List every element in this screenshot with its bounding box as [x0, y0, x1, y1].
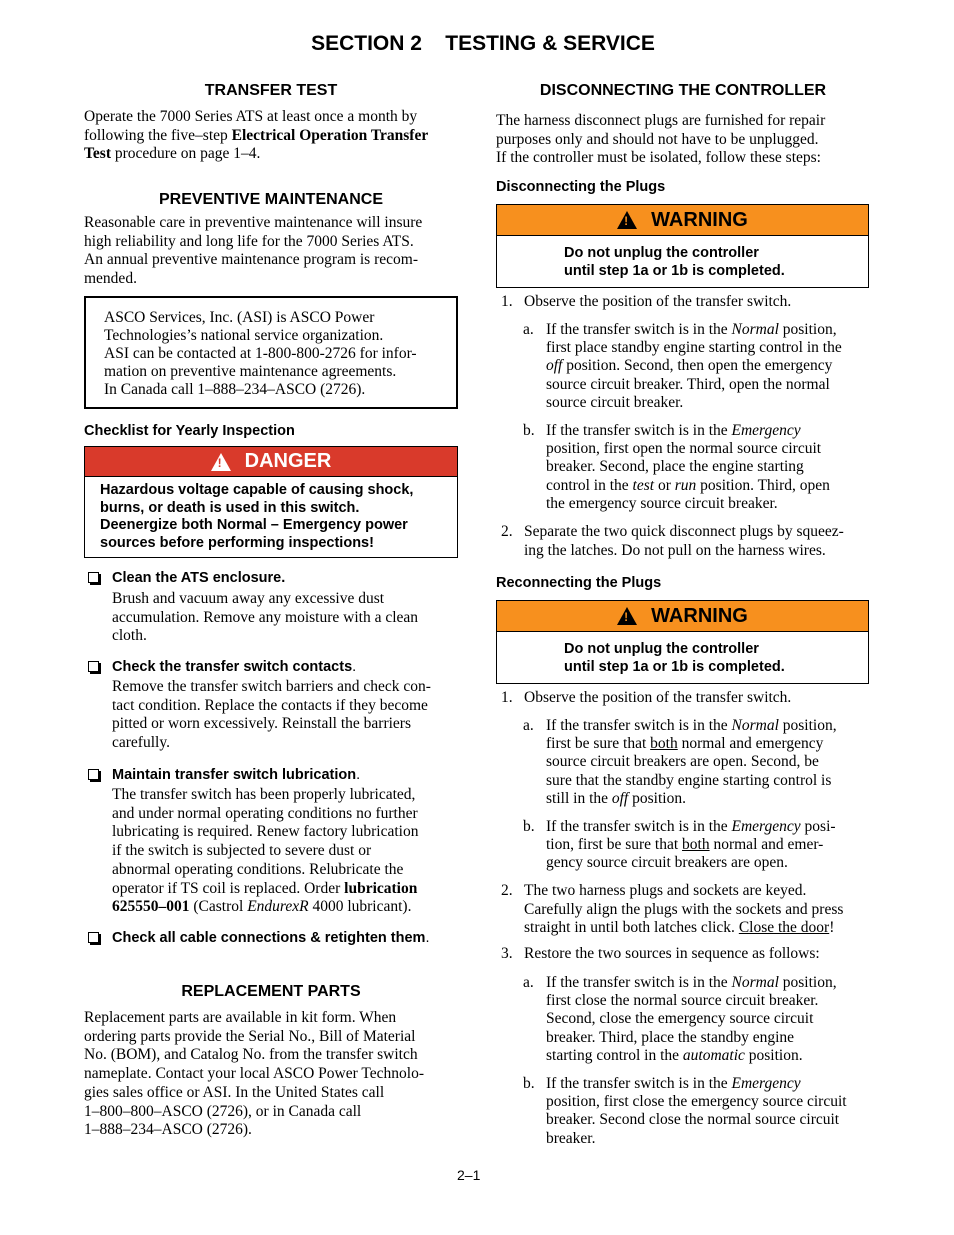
heading-disconnecting-controller: DISCONNECTING THE CONTROLLER: [539, 82, 827, 99]
step-letter: b.: [523, 818, 535, 835]
checkbox-icon: [88, 769, 99, 780]
step-number: 3.: [501, 945, 513, 962]
checkbox-icon: [88, 661, 99, 672]
step-text: Separate the two quick disconnect plugs by squeez- ing the latches. Do not pull on the harness wires.: [524, 523, 844, 559]
step-number: 1.: [501, 689, 513, 706]
step-text: Restore the two sources in sequence as follows:: [524, 945, 820, 962]
step-letter: a.: [523, 321, 534, 338]
warning-label: WARNING: [651, 208, 748, 231]
warning-banner: [497, 205, 868, 236]
step-text: If the transfer switch is in the Emergency position, first open the normal source circuit breaker. Second, place the engine starting control in the test or run position. Third, open the emergency source circuit breaker.: [546, 422, 830, 512]
heading-preventive-maintenance: PREVENTIVE MAINTENANCE: [158, 191, 384, 208]
step-text: The two harness plugs and sockets are keyed. Carefully align the plugs with the sockets and press straight in until both latches click. Close the door!: [524, 882, 844, 937]
step-text: If the transfer switch is in the Normal position, first close the normal source circuit breaker. Second, close the emergency source circuit breaker. Third, place the standby engine starting control in the automatic position.: [546, 974, 837, 1064]
preventive-text: Reasonable care in preventive maintenance will insure high reliability and long life for the 7000 Series ATS. An annual preventive maintenance program is recom- mended.: [84, 214, 423, 288]
step-letter: a.: [523, 974, 534, 991]
checkbox-icon: [88, 572, 99, 583]
step-text: Observe the position of the transfer switch.: [524, 689, 792, 706]
asi-info-text: ASCO Services, Inc. (ASI) is ASCO Power Technologies’s national service organization. ASI can be contacted at 1-800-800-2726 for infor- mation on preventive maintenance agreements. In Canada call 1–888–234–ASCO (2726).: [104, 309, 417, 398]
step-text: Observe the position of the transfer switch.: [524, 293, 792, 310]
check-item-title: Check all cable connections & retighten them.: [112, 930, 430, 946]
warning-triangle-icon: !: [617, 211, 637, 229]
heading-checklist: Checklist for Yearly Inspection: [84, 423, 295, 439]
danger-label: DANGER: [244, 450, 332, 472]
checkbox-icon: [88, 932, 99, 943]
danger-banner: [85, 447, 457, 477]
warning-triangle-icon: !: [211, 453, 231, 471]
check-item-text: Brush and vacuum away any excessive dust accumulation. Remove any moisture with a clean cloth.: [112, 590, 419, 645]
step-text: If the transfer switch is in the Emergency posi- tion, first be sure that both normal and emer- gency source circuit breakers are open.: [546, 818, 836, 872]
page-number: 2–1: [457, 1167, 481, 1183]
check-item-title: Clean the ATS enclosure.: [112, 570, 286, 586]
step-text: If the transfer switch is in the Normal position, first place standby engine starting control in the off position. Second, then open the emergency source circuit breaker. Third, open the normal source circuit breaker.: [546, 321, 842, 411]
check-item-text: Remove the transfer switch barriers and check con- tact condition. Replace the contacts if they become pitted or worn excessively. Reinstall the barriers carefully.: [112, 678, 431, 752]
heading-reconnecting-plugs: Reconnecting the Plugs: [496, 575, 662, 591]
warning-label: WARNING: [651, 604, 748, 627]
warning-triangle-icon: !: [617, 607, 637, 625]
danger-box: [84, 446, 458, 558]
danger-text: Hazardous voltage capable of causing shock, burns, or death is used in this switch. Deenergize both Normal – Emergency power sources before performing inspections!: [100, 482, 414, 551]
step-letter: b.: [523, 422, 535, 439]
heading-replacement-parts: REPLACEMENT PARTS: [181, 983, 361, 1000]
warning-banner: [497, 601, 868, 632]
warning-box: [496, 600, 869, 684]
check-item-text: The transfer switch has been properly lubricated, and under normal operating conditions no further lubricating is required. Renew factory lubrication if the switch is subjected to severe dust or abnormal operating conditions. Relubricate the operator if TS coil is replaced. Order lubrication 625550–001 (Castrol EndurexR 4000 lubricant).: [112, 786, 419, 916]
transfer-test-text: Operate the 7000 Series ATS at least once a month by following the five–step Electrical Operation Transfer Test procedure on page 1–4.: [84, 108, 429, 163]
check-item-title: Check the transfer switch contacts.: [112, 659, 357, 675]
step-number: 2.: [501, 882, 513, 899]
step-letter: b.: [523, 1075, 535, 1092]
step-text: If the transfer switch is in the Normal position, first be sure that both normal and emergency source circuit breakers are open. Second, be sure that the standby engine starting control is still in the off position.: [546, 717, 837, 807]
warning-box: [496, 204, 869, 288]
step-text: If the transfer switch is in the Emergency position, first close the emergency source circuit breaker. Second close the normal source circuit breaker.: [546, 1075, 847, 1147]
check-item-title: Maintain transfer switch lubrication.: [112, 767, 361, 783]
section-title: SECTION 2 TESTING & SERVICE: [311, 32, 655, 55]
asi-info-box: [84, 296, 458, 409]
warning-text: Do not unplug the controller until step 1a or 1b is completed.: [564, 245, 785, 279]
heading-transfer-test: TRANSFER TEST: [204, 82, 338, 99]
disconnecting-text: The harness disconnect plugs are furnished for repair purposes only and should not have to be unplugged. If the controller must be isolated, follow these steps:: [496, 112, 826, 167]
heading-disconnecting-plugs: Disconnecting the Plugs: [496, 179, 666, 195]
step-letter: a.: [523, 717, 534, 734]
warning-text: Do not unplug the controller until step 1a or 1b is completed.: [564, 641, 785, 675]
replacement-text: Replacement parts are available in kit form. When ordering parts provide the Serial No., Bill of Material No. (BOM), and Catalog No. from the transfer switch nameplate. Contact your local ASCO Power Technolo- gies sales office or ASI. In the United States call 1–800–800–ASCO (2726), or in Canada call 1–888–234–ASCO (2726).: [84, 1009, 424, 1139]
step-number: 1.: [501, 293, 513, 310]
step-number: 2.: [501, 523, 513, 540]
